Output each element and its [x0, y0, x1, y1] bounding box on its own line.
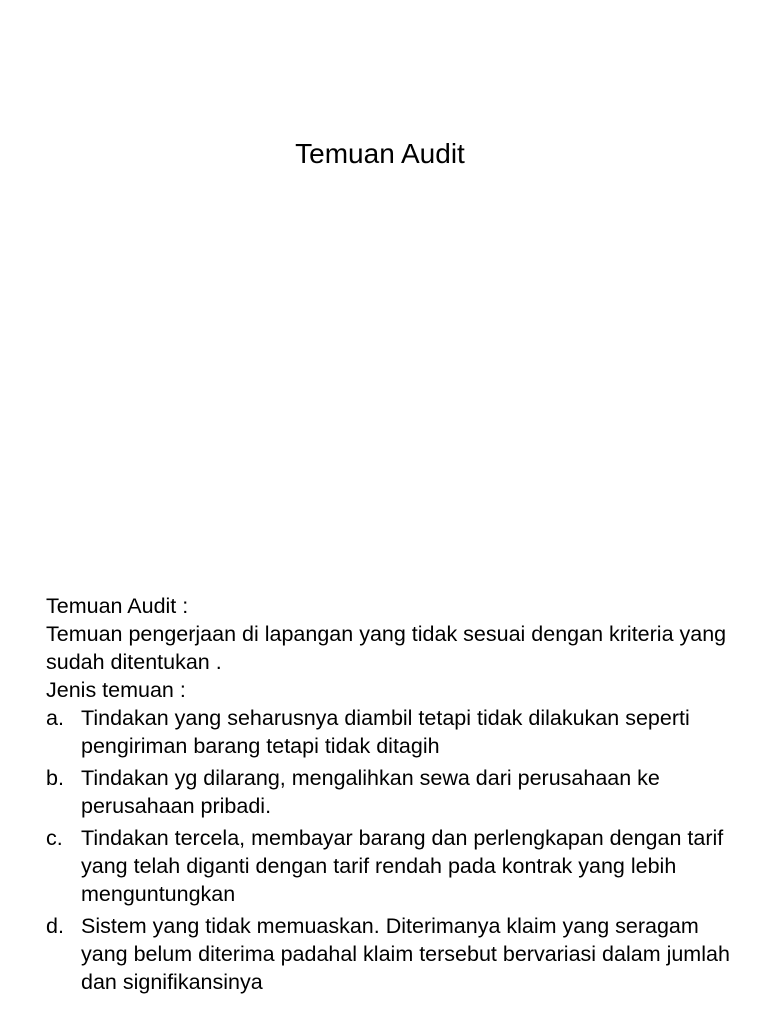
- slide-title: Temuan Audit: [295, 138, 465, 169]
- list-marker: c.: [46, 826, 63, 850]
- list-marker: d.: [46, 914, 64, 938]
- definition-text: Temuan pengerjaan di lapangan yang tidak sesuai dengan kriteria yang sudah ditentukan .: [46, 622, 727, 674]
- list-item-text: Tindakan yang seharusnya diambil tetapi tidak dilakukan seperti pengiriman barang tetapi tidak ditagih: [81, 706, 690, 758]
- types-heading: Jenis temuan :: [46, 678, 186, 702]
- finding-types-list: [46, 704, 746, 996]
- list-marker: b.: [46, 766, 64, 790]
- list-marker: a.: [46, 706, 64, 730]
- list-item: [46, 824, 746, 908]
- list-item: [46, 912, 746, 996]
- list-item: [46, 764, 746, 820]
- list-item: [46, 704, 746, 760]
- list-item-text: Sistem yang tidak memuaskan. Diterimanya klaim yang seragam yang belum diterima padahal klaim tersebut bervariasi dalam jumlah dan signifikansinya: [81, 914, 730, 994]
- list-item-text: Tindakan tercela, membayar barang dan perlengkapan dengan tarif yang telah diganti dengan tarif rendah pada kontrak yang lebih menguntungkan: [81, 826, 724, 906]
- slide-body: [46, 592, 746, 1000]
- list-item-text: Tindakan yg dilarang, mengalihkan sewa dari perusahaan ke perusahaan pribadi.: [81, 766, 660, 818]
- definition-heading: Temuan Audit :: [46, 594, 189, 618]
